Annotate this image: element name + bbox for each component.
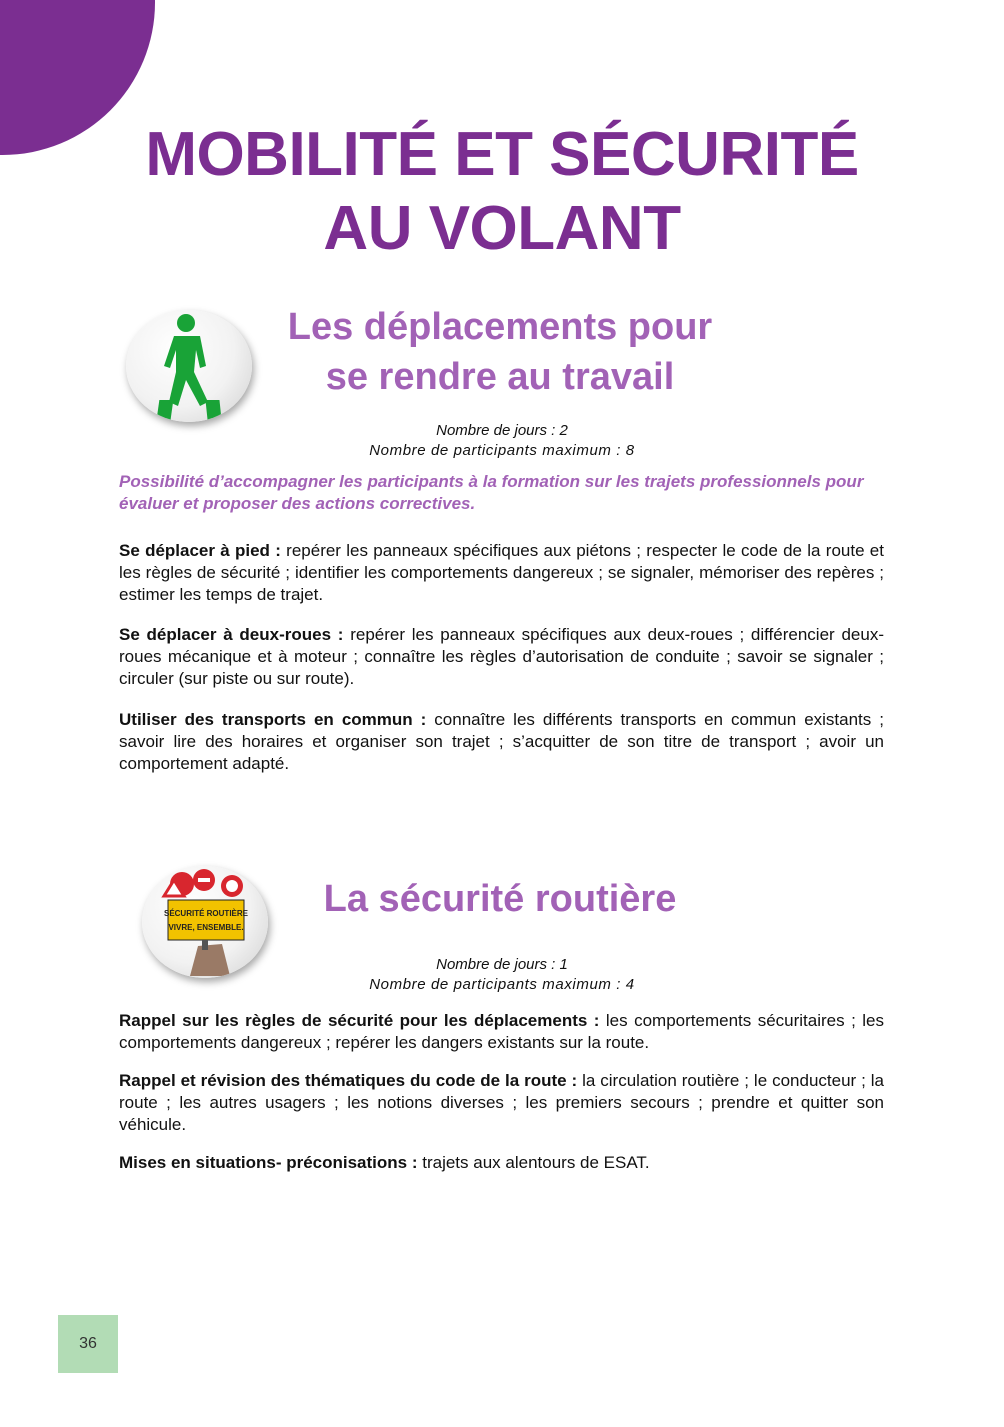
section1-title-line2: se rendre au travail bbox=[325, 356, 675, 398]
page-number: 36 bbox=[58, 1315, 118, 1373]
paragraph-public-transport-label: Utiliser des transports en commun : bbox=[119, 710, 427, 729]
paragraph-walking-label: Se déplacer à pied : bbox=[119, 541, 281, 560]
paragraph-public-transport-text: connaître les différents transports en commun existants ; savoir lire des horaires et organiser son trajet ; s’acquitter de son titre de transport ; avoir un comportement adapté. bbox=[119, 710, 884, 773]
page-title bbox=[0, 118, 1004, 266]
road-safety-sign-line1: SÉCURITÉ ROUTIÈRE bbox=[163, 909, 249, 918]
section1-participants: Nombre de participants maximum : 8 bbox=[369, 442, 635, 459]
paragraph-two-wheels-label: Se déplacer à deux-roues : bbox=[119, 625, 344, 644]
paragraph-highway-code-label: Rappel et révision des thématiques du code de la route : bbox=[119, 1071, 578, 1090]
paragraph-safety-rules bbox=[119, 1010, 884, 1054]
section2-meta bbox=[0, 955, 1004, 995]
paragraph-situations-label: Mises en situations- préconisations : bbox=[119, 1153, 418, 1172]
paragraph-highway-code bbox=[119, 1070, 884, 1136]
paragraph-situations-text: trajets aux alentours de ESAT. bbox=[417, 1153, 650, 1172]
pedestrian-icon bbox=[126, 310, 252, 422]
road-safety-sign-line2: VIVRE, ENSEMBLE. bbox=[168, 923, 244, 932]
pedestrian-graphic bbox=[126, 310, 252, 422]
section2-participants: Nombre de participants maximum : 4 bbox=[369, 976, 635, 993]
paragraph-situations bbox=[119, 1152, 884, 1174]
section1-days: Nombre de jours : 2 bbox=[436, 422, 568, 439]
paragraph-highway-code-text: la circulation routière ; le conducteur ; la route ; les autres usagers ; les notions diverses ; les premiers secours ; prendre et quitter son véhicule. bbox=[119, 1071, 884, 1134]
page-title-line1: MOBILITÉ ET SÉCURITÉ bbox=[145, 120, 859, 189]
section2-title: La sécurité routière bbox=[323, 878, 677, 920]
section1-title bbox=[240, 302, 760, 402]
paragraph-walking-text: repérer les panneaux spécifiques aux piétons ; respecter le code de la route et les règles de sécurité ; identifier les comportements dangereux ; se signaler, mémoriser des repères ; estimer les temps de trajet. bbox=[119, 541, 884, 604]
paragraph-two-wheels bbox=[119, 624, 884, 690]
section2-days: Nombre de jours : 1 bbox=[436, 956, 568, 973]
paragraph-public-transport bbox=[119, 709, 884, 775]
paragraph-safety-rules-text: les comportements sécuritaires ; les comportements dangereux ; repérer les dangers existants sur la route. bbox=[119, 1011, 884, 1052]
section1-title-line1: Les déplacements pour bbox=[287, 306, 713, 348]
paragraph-two-wheels-text: repérer les panneaux spécifiques aux deux-roues ; différencier deux-roues mécanique et à moteur ; connaître les règles d’autorisation de conduite ; savoir se signaler ; circuler (sur piste ou sur route). bbox=[119, 625, 884, 688]
section1-highlight: Possibilité d’accompagner les participants à la formation sur les trajets professionnels pour évaluer et proposer des actions correctives. bbox=[119, 472, 864, 513]
paragraph-walking bbox=[119, 540, 884, 606]
section1-meta bbox=[0, 421, 1004, 461]
page-title-line2: AU VOLANT bbox=[323, 194, 681, 263]
paragraph-safety-rules-label: Rappel sur les règles de sécurité pour les déplacements : bbox=[119, 1011, 600, 1030]
